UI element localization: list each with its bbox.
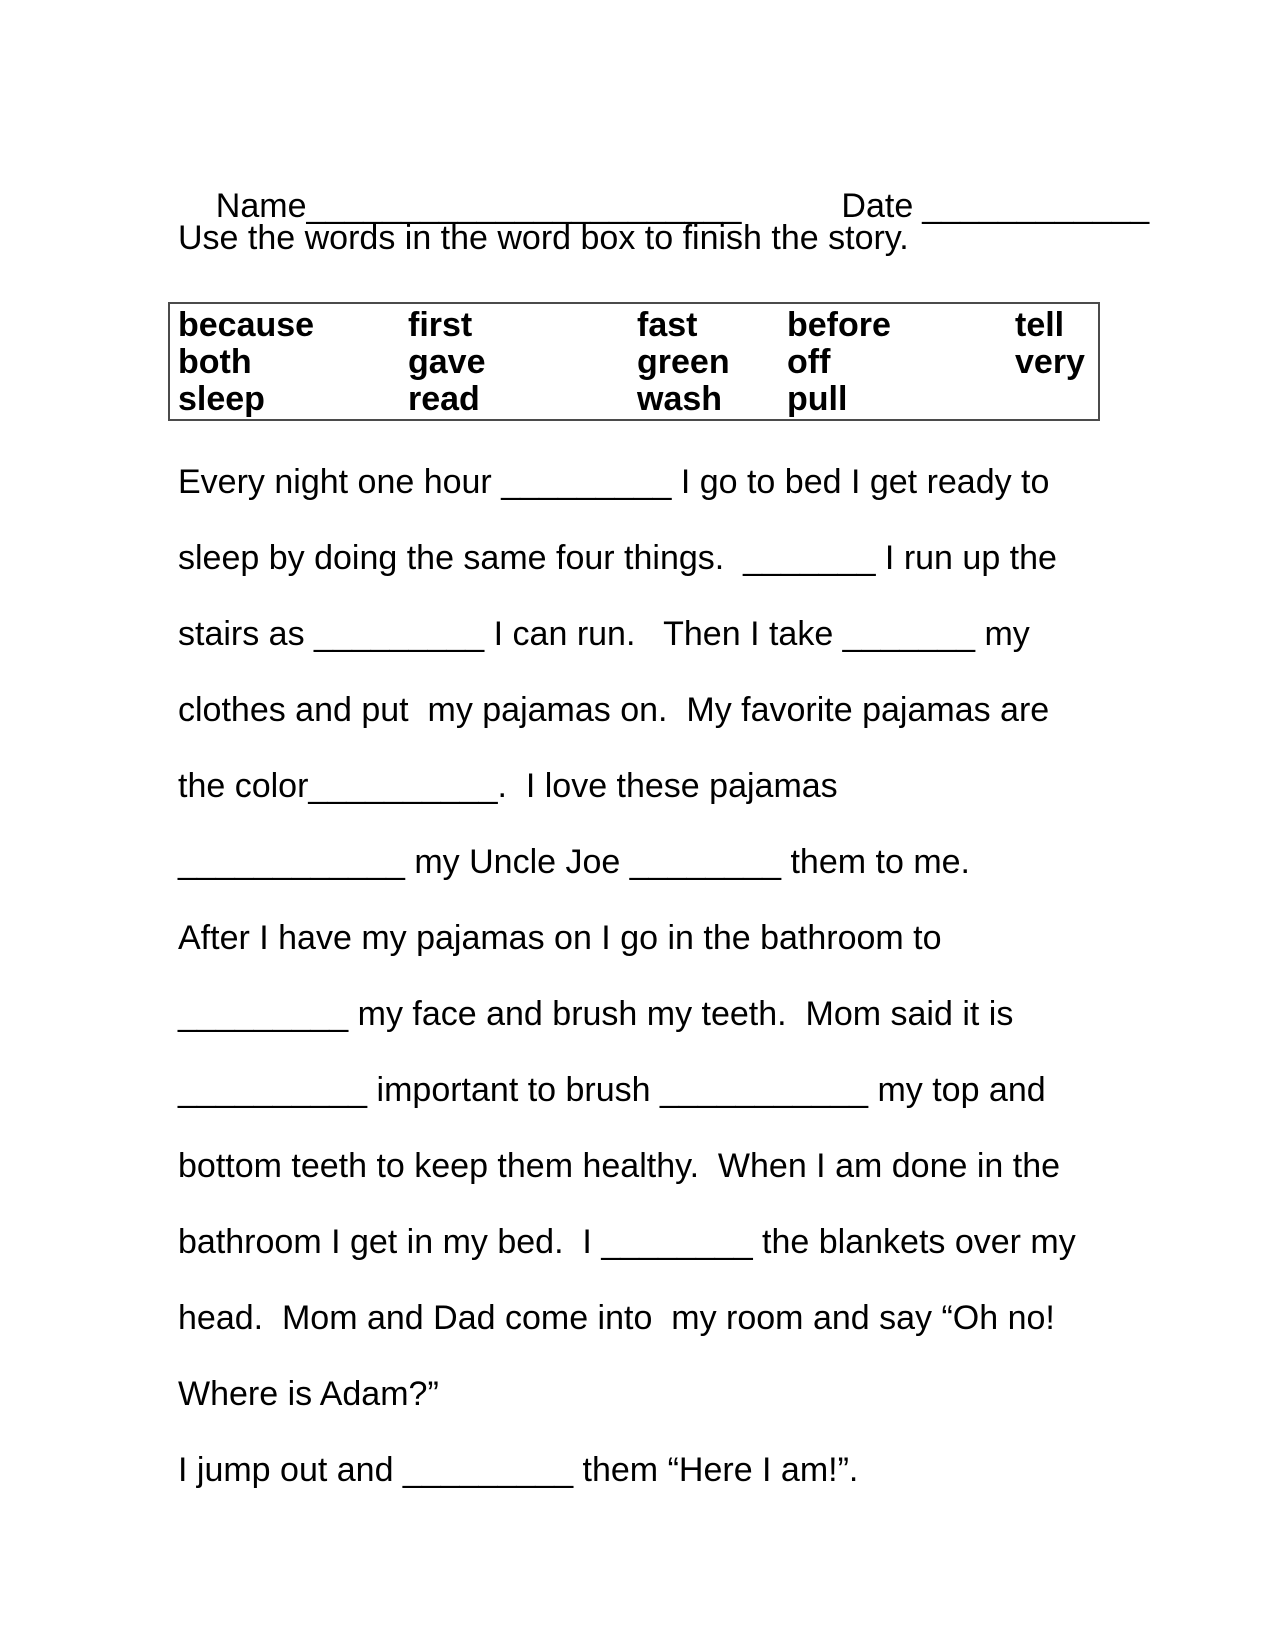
story-line: __________ important to brush ___________ my top and bbox=[178, 1071, 1046, 1109]
word-box-word: wash bbox=[637, 380, 723, 418]
word-box-column-2 bbox=[408, 307, 637, 419]
story-line: the color__________. I love these pajamas bbox=[178, 767, 838, 805]
word-box-word: pull bbox=[787, 380, 848, 418]
word-box-word: read bbox=[408, 380, 480, 418]
word-box-word: gave bbox=[408, 343, 486, 381]
word-box-column-1 bbox=[178, 307, 408, 419]
word-box-word: before bbox=[787, 306, 891, 344]
word-box-word: fast bbox=[637, 306, 698, 344]
story-line: _________ my face and brush my teeth. Mom said it is bbox=[178, 995, 1014, 1033]
word-box-column-3 bbox=[637, 307, 787, 419]
story-line: ____________ my Uncle Joe ________ them to me. bbox=[178, 843, 970, 881]
word-box-word: tell bbox=[1015, 306, 1065, 344]
word-box-word: sleep bbox=[178, 380, 265, 418]
word-box-word: both bbox=[178, 343, 252, 381]
name-blank-line: _______________________ bbox=[306, 187, 742, 225]
name-label: Name bbox=[215, 187, 307, 225]
story-line: stairs as _________ I can run. Then I take _______ my bbox=[178, 615, 1030, 653]
word-box bbox=[168, 302, 1100, 421]
story-line: sleep by doing the same four things. _______ I run up the bbox=[178, 539, 1057, 577]
story-line: clothes and put my pajamas on. My favorite pajamas are bbox=[178, 691, 1050, 729]
story-line: bottom teeth to keep them healthy. When I am done in the bbox=[178, 1147, 1061, 1185]
word-box-column-5 bbox=[1015, 307, 1098, 419]
word-box-column-4 bbox=[787, 307, 1015, 419]
story-line: Where is Adam?” bbox=[178, 1375, 439, 1413]
story-line: After I have my pajamas on I go in the bathroom to bbox=[178, 919, 942, 957]
word-box-word: off bbox=[787, 343, 831, 381]
word-box-word: first bbox=[408, 306, 473, 344]
date-label: Date bbox=[841, 187, 914, 225]
word-box-word: very bbox=[1015, 343, 1085, 381]
story-line: head. Mom and Dad come into my room and say “Oh no! bbox=[178, 1299, 1055, 1337]
story-text bbox=[178, 444, 1113, 1508]
instructions-text: Use the words in the word box to finish the story. bbox=[178, 219, 909, 257]
story-line: I jump out and _________ them “Here I am!”. bbox=[178, 1451, 859, 1489]
word-box-word: because bbox=[178, 306, 315, 344]
word-box-word: green bbox=[637, 343, 730, 381]
date-blank-line: ____________ bbox=[922, 187, 1150, 225]
story-line: Every night one hour _________ I go to bed I get ready to bbox=[178, 463, 1050, 501]
story-line: bathroom I get in my bed. I ________ the blankets over my bbox=[178, 1223, 1076, 1261]
